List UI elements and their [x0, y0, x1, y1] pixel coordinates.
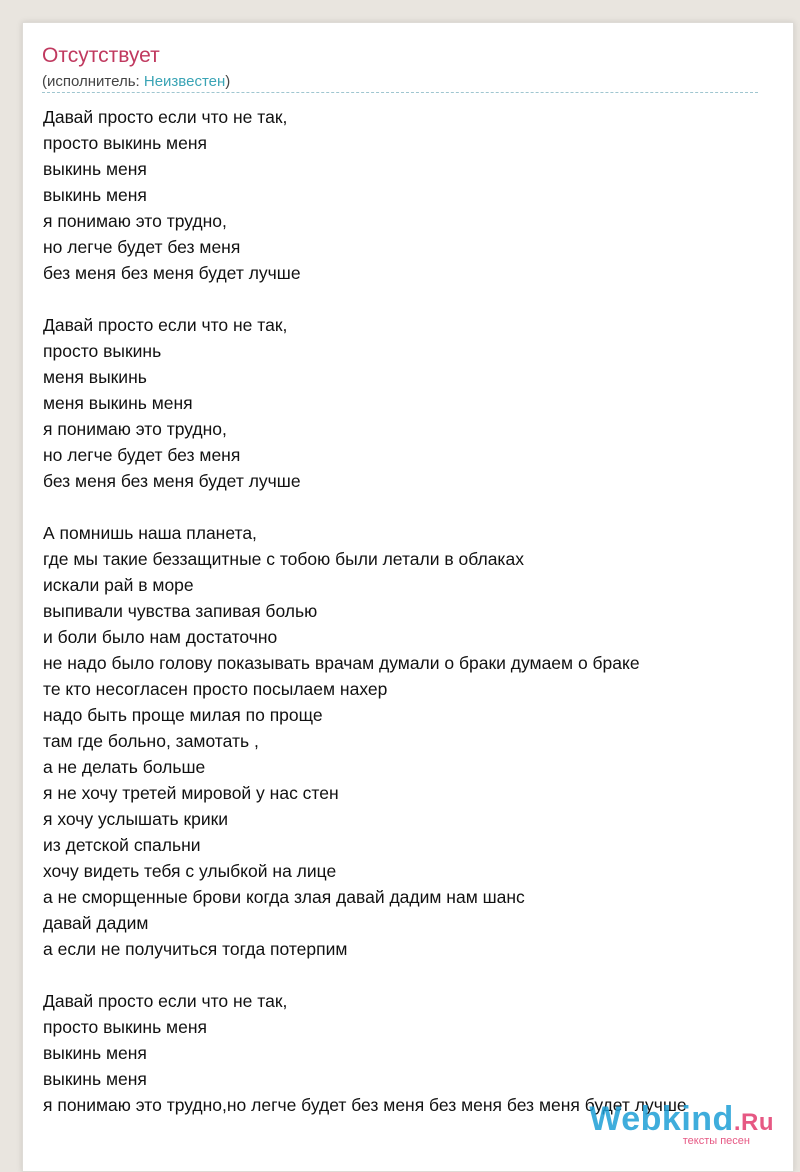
lyric-line: давай дадим — [43, 913, 149, 933]
artist-link[interactable]: Неизвестен — [143, 73, 226, 90]
watermark-tagline: тексты песен — [682, 1135, 750, 1147]
lyric-line: я понимаю это трудно, — [43, 211, 227, 231]
lyric-line: выпивали чувства запивая болью — [43, 601, 318, 621]
lyric-blank-line — [43, 494, 793, 520]
lyric-blank-line — [43, 962, 793, 988]
lyric-line: Давай просто если что не так, — [43, 107, 288, 127]
lyric-line: А помнишь наша планета, — [43, 523, 257, 543]
lyric-line: Давай просто если что не так, — [43, 991, 288, 1011]
lyrics-body — [43, 104, 793, 1118]
lyric-line: меня выкинь — [43, 367, 147, 387]
lyric-line: а не сморщенные брови когда злая давай дадим нам шанс — [43, 887, 525, 907]
artist-prefix: (исполнитель: — [42, 73, 144, 90]
lyric-line: выкинь меня — [43, 159, 147, 179]
lyric-line: я не хочу третей мировой у нас стен — [43, 783, 339, 803]
watermark-logo-tld: .Ru — [733, 1109, 774, 1136]
lyric-blank-line — [43, 286, 793, 312]
lyric-line: без меня без меня будет лучше — [43, 263, 301, 283]
lyric-line: меня выкинь меня — [43, 393, 193, 413]
lyric-line: и боли было нам достаточно — [43, 627, 278, 647]
lyric-line: выкинь меня — [43, 185, 147, 205]
lyric-line: но легче будет без меня — [43, 237, 241, 257]
lyric-line: просто выкинь меня — [43, 1017, 207, 1037]
lyric-line: просто выкинь — [43, 341, 162, 361]
lyric-line: я хочу услышать крики — [43, 809, 229, 829]
lyric-line: искали рай в море — [43, 575, 194, 595]
lyric-line: там где больно, замотать , — [43, 731, 259, 751]
lyric-line: надо быть проще милая по проще — [43, 705, 323, 725]
lyric-line: хочу видеть тебя с улыбкой на лице — [43, 861, 337, 881]
lyric-line: я понимаю это трудно,но легче будет без меня без меня без меня будет лучше — [43, 1095, 687, 1115]
watermark-logo-main: Webkind — [589, 1100, 734, 1138]
lyric-line: из детской спальни — [43, 835, 201, 855]
lyric-line: я понимаю это трудно, — [43, 419, 227, 439]
artist-suffix: ) — [225, 73, 231, 90]
lyric-line: просто выкинь меня — [43, 133, 207, 153]
lyric-line: но легче будет без меня — [43, 445, 241, 465]
lyric-line: те кто несогласен просто посылаем нахер — [43, 679, 388, 699]
lyric-line: где мы такие беззащитные с тобою были летали в облаках — [43, 549, 524, 569]
lyric-line: выкинь меня — [43, 1069, 147, 1089]
song-title: Отсутствует — [42, 44, 160, 67]
lyric-line: Давай просто если что не так, — [43, 315, 288, 335]
lyric-line: не надо было голову показывать врачам думали о браки думаем о браке — [43, 653, 640, 673]
artist-line — [42, 73, 230, 91]
lyric-line: а если не получиться тогда потерпим — [43, 939, 348, 959]
lyric-line: выкинь меня — [43, 1043, 147, 1063]
lyric-line: без меня без меня будет лучше — [43, 471, 301, 491]
lyric-line: а не делать больше — [43, 757, 206, 777]
title-divider — [42, 92, 758, 93]
